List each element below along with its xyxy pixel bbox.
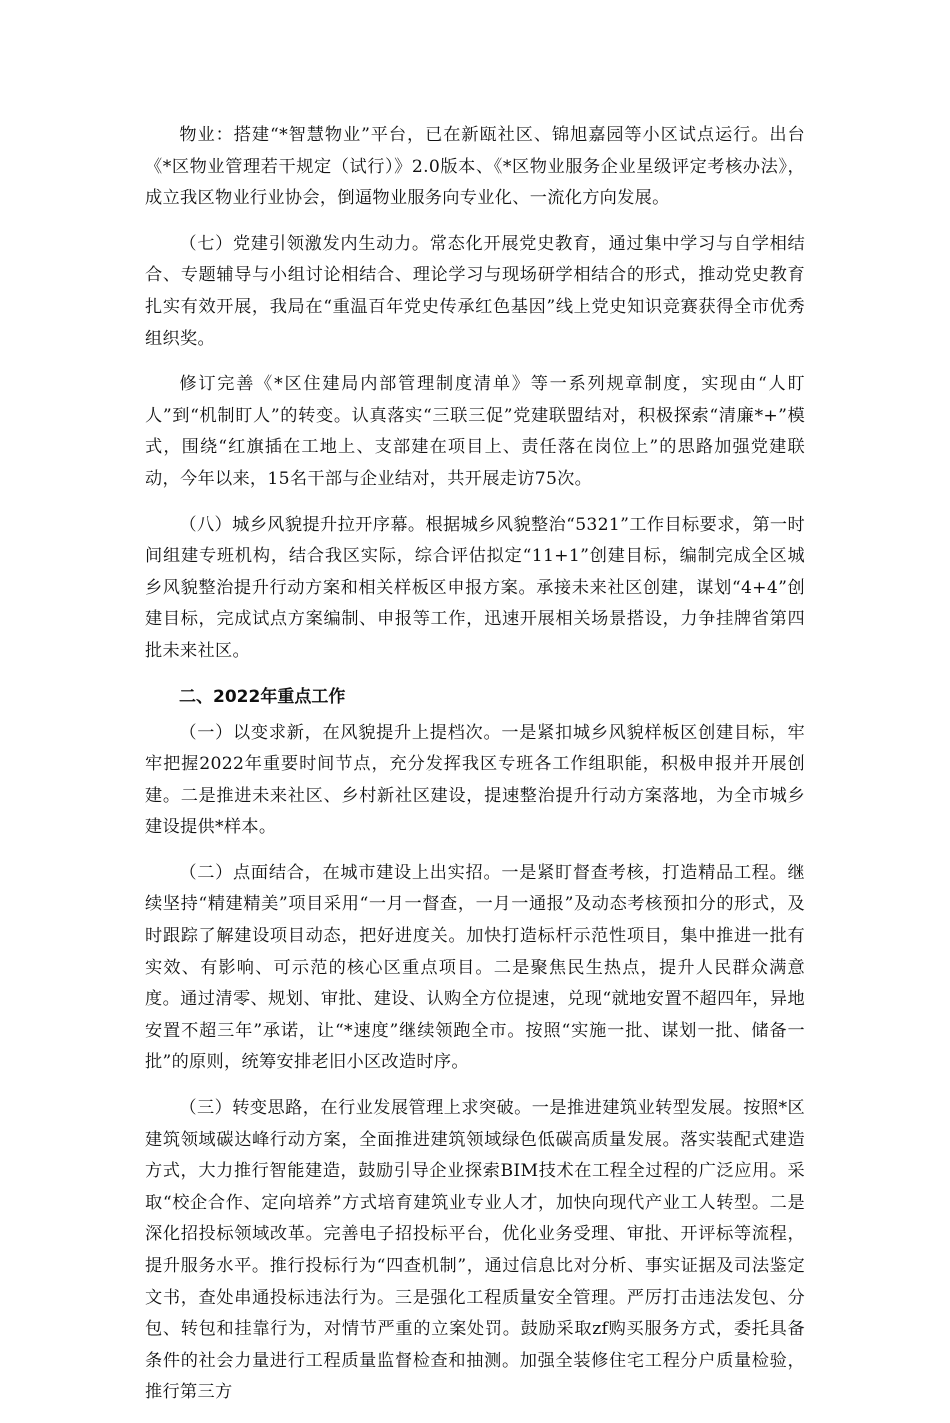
paragraph-internal-rules: 修订完善《*区住建局内部管理制度清单》等一系列规章制度，实现由“人盯人”到“机制盯人”的转变。认真落实“三联三促”党建联盟结对，积极探索“清廉*+”模式，围绕“红旗插在工地上、支部建在项目上、责任落在岗位上”的思路加强党建联动，今年以来，15名干部与企业结对，共开展走访75次。 (145, 374, 805, 489)
paragraph-item-one: （一）以变求新，在风貌提升上提档次。一是紧扣城乡风貌样板区创建目标，牢牢把握2022年重要时间节点，充分发挥我区专班各工作组职能，积极申报并开展创建。二是推进未来社区、乡村新社区建设，提速整治提升行动方案落地，为全市城乡建设提供*样本。 (145, 722, 805, 838)
document-page (145, 120, 805, 1423)
paragraph-party-building: （七）党建引领激发内生动力。常态化开展党史教育，通过集中学习与自学相结合、专题辅导与小组讨论相结合、理论学习与现场研学相结合的形式，推动党史教育扎实有效开展，我局在“重温百年党史传承红色基因”线上党史知识竞赛获得全市优秀组织奖。 (145, 233, 805, 349)
paragraph-item-two: （二）点面结合，在城市建设上出实招。一是紧盯督查考核，打造精品工程。继续坚持“精建精美”项目采用“一月一督查，一月一通报”及动态考核预扣分的形式，及时跟踪了解建设项目动态，把好进度关。加快打造标杆示范性项目，集中推进一批有实效、有影响、可示范的核心区重点项目。二是聚焦民生热点，提升人民群众满意度。通过清零、规划、审批、建设、认购全方位提速，兑现“就地安置不超四年，异地安置不超三年”承诺，让“*速度”继续领跑全市。按照“实施一批、谋划一批、储备一批”的原则，统筹安排老旧小区改造时序。 (145, 862, 805, 1073)
paragraph-item-three: （三）转变思路，在行业发展管理上求突破。一是推进建筑业转型发展。按照*区建筑领域碳达峰行动方案，全面推进建筑领域绿色低碳高质量发展。落实装配式建造方式，大力推行智能建造，鼓励引导企业探索BIM技术在工程全过程的广泛应用。采取“校企合作、定向培养”方式培育建筑业专业人才，加快向现代产业工人转型。二是深化招投标领域改革。完善电子招投标平台，优化业务受理、审批、开评标等流程，提升服务水平。推行投标行为“四查机制”，通过信息比对分析、事实证据及司法鉴定文书，查处串通投标违法行为。三是强化工程质量安全管理。严厉打击违法发包、分包、转包和挂靠行为，对情节严重的立案处罚。鼓励采取zf购买服务方式，委托具备条件的社会力量进行工程质量监督检查和抽测。加强全装修住宅工程分户质量检验，推行第三方 (145, 1098, 805, 1403)
paragraph-urban-rural-style: （八）城乡风貌提升拉开序幕。根据城乡风貌整治“5321”工作目标要求，第一时间组建专班机构，结合我区实际，综合评估拟定“11+1”创建目标，编制完成全区城乡风貌整治提升行动方案和相关样板区申报方案。承接未来社区创建，谋划“4+4”创建目标，完成试点方案编制、申报等工作，迅速开展相关场景搭设，力争挂牌省第四批未来社区。 (145, 514, 805, 661)
paragraph-property-management: 物业：搭建“*智慧物业”平台，已在新瓯社区、锦旭嘉园等小区试点运行。出台《*区物业管理若干规定（试行）》2.0版本、《*区物业服务企业星级评定考核办法》，成立我区物业行业协会，倒逼物业服务向专业化、一流化方向发展。 (145, 125, 805, 209)
section-heading-2022-key-work: 二、2022年重点工作 (179, 686, 346, 707)
